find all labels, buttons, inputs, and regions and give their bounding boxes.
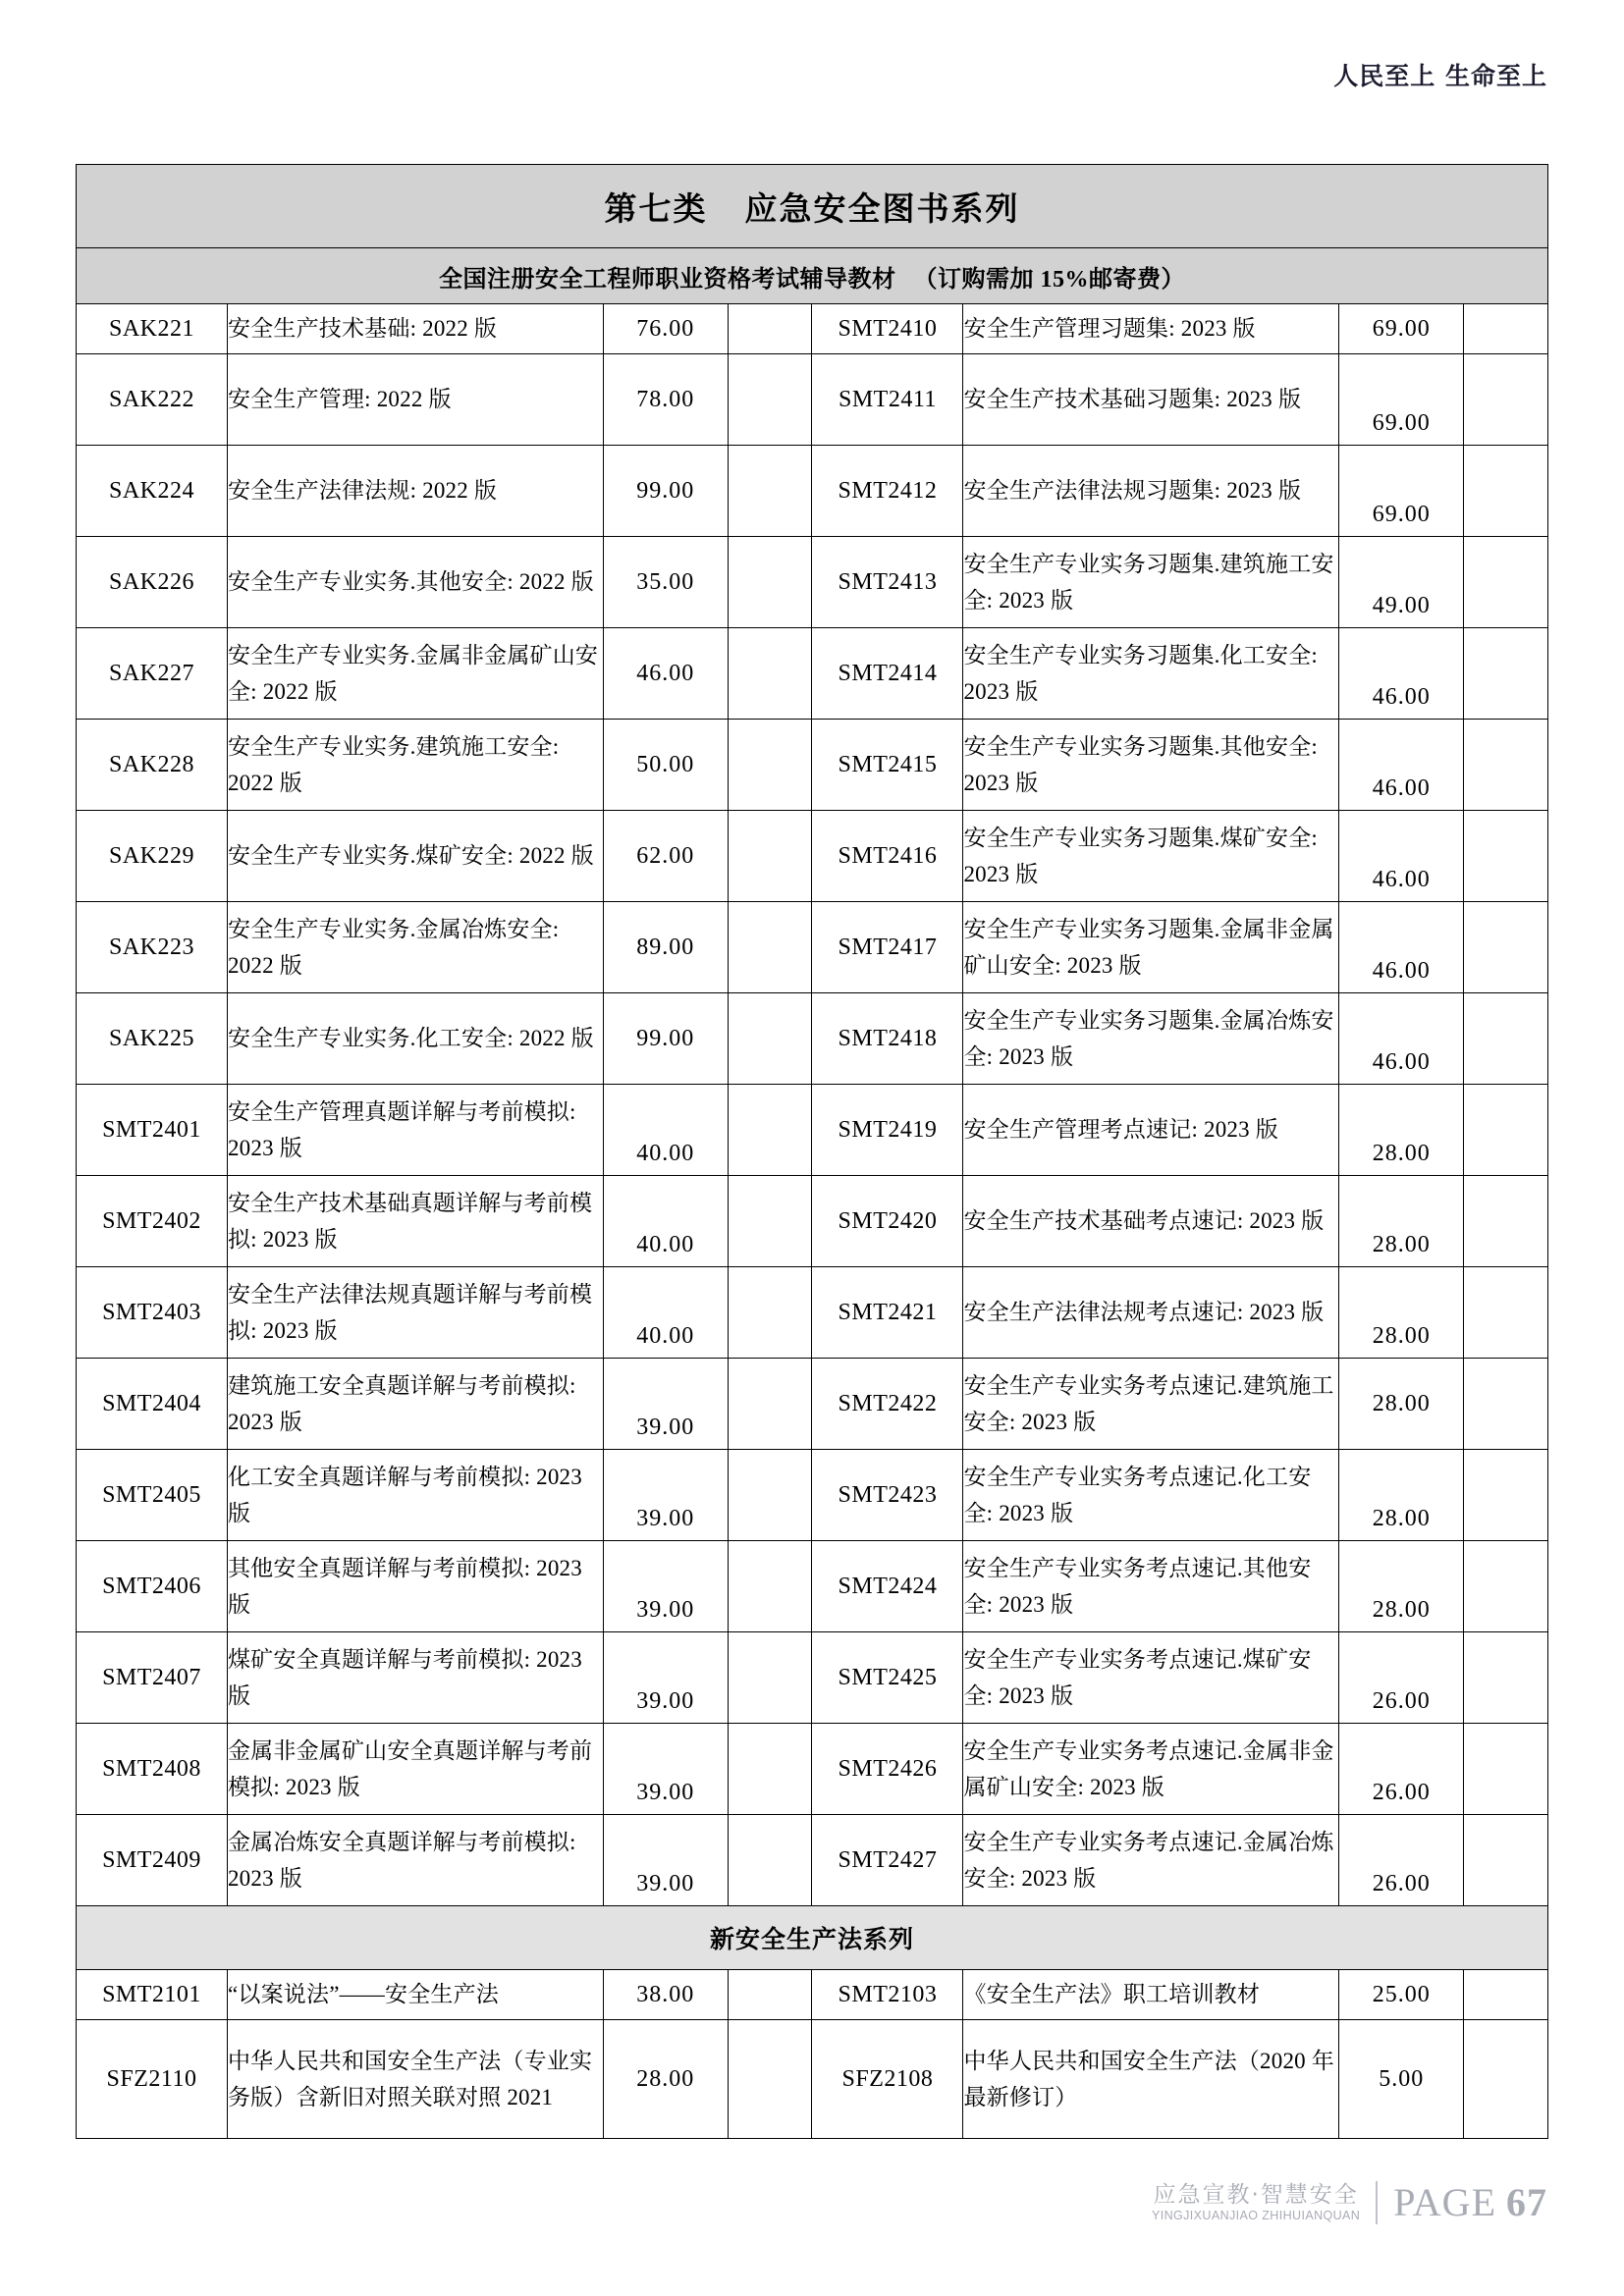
- cell-price-right: 28.00: [1339, 1541, 1464, 1632]
- cell-code-right: SMT2426: [812, 1724, 963, 1815]
- cell-title-right: 安全生产技术基础习题集: 2023 版: [963, 354, 1339, 446]
- cell-code-left: SMT2404: [77, 1359, 228, 1450]
- footer-brand-cn: 应急宣教·智慧安全: [1153, 2181, 1359, 2208]
- table-row: [77, 1176, 1548, 1267]
- cell-code-right: SMT2424: [812, 1541, 963, 1632]
- cell-price-right: 69.00: [1339, 354, 1464, 446]
- footer-brand-pinyin: YINGJIXUANJIAO ZHIHUIANQUAN: [1152, 2209, 1361, 2223]
- footer-page-number: 67: [1506, 2180, 1547, 2224]
- cell-price-left: 99.00: [603, 446, 728, 537]
- cell-code-left: SFZ2110: [77, 2020, 228, 2139]
- cell-qty-right[interactable]: [1464, 1724, 1548, 1815]
- table-row: [77, 1632, 1548, 1724]
- cell-qty-left[interactable]: [728, 537, 812, 628]
- cell-price-left: 38.00: [603, 1970, 728, 2020]
- table-row: [77, 1541, 1548, 1632]
- cell-price-left: 39.00: [603, 1724, 728, 1815]
- cell-qty-left[interactable]: [728, 354, 812, 446]
- cell-title-right: 安全生产专业实务考点速记.金属冶炼安全: 2023 版: [963, 1815, 1339, 1906]
- cell-code-left: SMT2401: [77, 1085, 228, 1176]
- cell-code-left: SMT2402: [77, 1176, 228, 1267]
- cell-code-right: SMT2419: [812, 1085, 963, 1176]
- cell-price-right: 69.00: [1339, 304, 1464, 354]
- cell-title-right: 安全生产专业实务考点速记.其他安全: 2023 版: [963, 1541, 1339, 1632]
- cell-price-left: 40.00: [603, 1267, 728, 1359]
- cell-qty-right[interactable]: [1464, 1267, 1548, 1359]
- cell-price-right: 26.00: [1339, 1632, 1464, 1724]
- table-row: [77, 628, 1548, 720]
- cell-title-left: 安全生产专业实务.其他安全: 2022 版: [227, 537, 603, 628]
- catalog-table: [76, 164, 1548, 2139]
- cell-price-left: 39.00: [603, 1359, 728, 1450]
- catalog-table-wrapper: [76, 164, 1548, 2139]
- cell-code-left: SMT2101: [77, 1970, 228, 2020]
- cell-code-right: SMT2423: [812, 1450, 963, 1541]
- catalog-table-body: [77, 165, 1548, 2139]
- exam-section-row: [77, 248, 1548, 304]
- cell-qty-left[interactable]: [728, 1085, 812, 1176]
- cell-qty-right[interactable]: [1464, 1176, 1548, 1267]
- cell-code-left: SMT2407: [77, 1632, 228, 1724]
- cell-qty-left[interactable]: [728, 993, 812, 1085]
- cell-price-right: 28.00: [1339, 1085, 1464, 1176]
- cell-price-left: 78.00: [603, 354, 728, 446]
- cell-price-right: 46.00: [1339, 628, 1464, 720]
- cell-qty-right[interactable]: [1464, 902, 1548, 993]
- cell-qty-right[interactable]: [1464, 1450, 1548, 1541]
- cell-price-left: 39.00: [603, 1815, 728, 1906]
- cell-code-left: SAK225: [77, 993, 228, 1085]
- cell-title-left: 化工安全真题详解与考前模拟: 2023 版: [227, 1450, 603, 1541]
- cell-qty-right[interactable]: [1464, 1815, 1548, 1906]
- cell-code-right: SMT2422: [812, 1359, 963, 1450]
- cell-code-left: SMT2405: [77, 1450, 228, 1541]
- exam-section-note: （订购需加 15%邮寄费）: [913, 266, 1185, 293]
- cell-code-left: SAK227: [77, 628, 228, 720]
- cell-code-left: SAK226: [77, 537, 228, 628]
- cell-code-right: SMT2413: [812, 537, 963, 628]
- cell-title-left: 安全生产专业实务.金属非金属矿山安全: 2022 版: [227, 628, 603, 720]
- cell-code-right: SFZ2108: [812, 2020, 963, 2139]
- cell-qty-left[interactable]: [728, 811, 812, 902]
- cell-qty-left[interactable]: [728, 446, 812, 537]
- cell-qty-left[interactable]: [728, 902, 812, 993]
- cell-qty-left[interactable]: [728, 1815, 812, 1906]
- exam-section-title: 全国注册安全工程师职业资格考试辅导教材: [439, 266, 896, 293]
- newlaw-section-title: 新安全生产法系列: [709, 1927, 914, 1953]
- cell-title-right: 安全生产管理考点速记: 2023 版: [963, 1085, 1339, 1176]
- cell-title-left: 安全生产专业实务.建筑施工安全: 2022 版: [227, 720, 603, 811]
- cell-price-left: 39.00: [603, 1541, 728, 1632]
- table-row: [77, 1359, 1548, 1450]
- cell-price-right: 25.00: [1339, 1970, 1464, 2020]
- category-title-index: 第七类: [604, 188, 708, 228]
- table-row: [77, 537, 1548, 628]
- cell-price-right: 28.00: [1339, 1450, 1464, 1541]
- cell-title-right: 安全生产专业实务习题集.建筑施工安全: 2023 版: [963, 537, 1339, 628]
- cell-qty-left[interactable]: [728, 1176, 812, 1267]
- cell-qty-right[interactable]: [1464, 1970, 1548, 2020]
- cell-code-right: SMT2415: [812, 720, 963, 811]
- cell-title-left: 煤矿安全真题详解与考前模拟: 2023 版: [227, 1632, 603, 1724]
- cell-price-right: 69.00: [1339, 446, 1464, 537]
- table-row: [77, 2020, 1548, 2139]
- cell-price-right: 26.00: [1339, 1724, 1464, 1815]
- page-footer: [1152, 2179, 1547, 2225]
- cell-price-left: 39.00: [603, 1632, 728, 1724]
- cell-qty-right[interactable]: [1464, 1085, 1548, 1176]
- footer-brand: [1152, 2182, 1376, 2223]
- cell-title-left: 金属非金属矿山安全真题详解与考前模拟: 2023 版: [227, 1724, 603, 1815]
- cell-title-left: 安全生产法律法规: 2022 版: [227, 446, 603, 537]
- cell-title-left: 安全生产专业实务.化工安全: 2022 版: [227, 993, 603, 1085]
- cell-title-right: 安全生产专业实务考点速记.金属非金属矿山安全: 2023 版: [963, 1724, 1339, 1815]
- cell-price-right: 46.00: [1339, 811, 1464, 902]
- cell-qty-right[interactable]: [1464, 1359, 1548, 1450]
- cell-price-left: 89.00: [603, 902, 728, 993]
- cell-qty-left[interactable]: [728, 1541, 812, 1632]
- table-row: [77, 446, 1548, 537]
- cell-price-right: 28.00: [1339, 1267, 1464, 1359]
- exam-section-row-cell: [77, 248, 1548, 304]
- cell-qty-left[interactable]: [728, 1450, 812, 1541]
- cell-qty-right[interactable]: [1464, 537, 1548, 628]
- cell-qty-left[interactable]: [728, 2020, 812, 2139]
- cell-code-left: SMT2409: [77, 1815, 228, 1906]
- cell-title-right: 安全生产专业实务考点速记.建筑施工安全: 2023 版: [963, 1359, 1339, 1450]
- cell-code-left: SAK221: [77, 304, 228, 354]
- cell-price-left: 62.00: [603, 811, 728, 902]
- cell-qty-left[interactable]: [728, 1970, 812, 2020]
- cell-qty-right[interactable]: [1464, 354, 1548, 446]
- cell-qty-right[interactable]: [1464, 993, 1548, 1085]
- cell-title-left: 安全生产专业实务.金属冶炼安全: 2022 版: [227, 902, 603, 993]
- cell-price-left: 76.00: [603, 304, 728, 354]
- cell-title-left: 安全生产管理真题详解与考前模拟: 2023 版: [227, 1085, 603, 1176]
- cell-code-left: SAK222: [77, 354, 228, 446]
- cell-qty-left[interactable]: [728, 1267, 812, 1359]
- cell-price-left: 40.00: [603, 1176, 728, 1267]
- cell-title-right: 安全生产专业实务习题集.煤矿安全: 2023 版: [963, 811, 1339, 902]
- cell-code-right: SMT2411: [812, 354, 963, 446]
- table-row: [77, 1970, 1548, 2020]
- cell-qty-left[interactable]: [728, 1359, 812, 1450]
- cell-price-right: 26.00: [1339, 1815, 1464, 1906]
- cell-code-left: SMT2403: [77, 1267, 228, 1359]
- cell-title-right: 《安全生产法》职工培训教材: [963, 1970, 1339, 2020]
- table-row: [77, 304, 1548, 354]
- cell-code-right: SMT2425: [812, 1632, 963, 1724]
- cell-title-right: 安全生产法律法规习题集: 2023 版: [963, 446, 1339, 537]
- table-row: [77, 993, 1548, 1085]
- table-row: [77, 720, 1548, 811]
- cell-price-left: 40.00: [603, 1085, 728, 1176]
- cell-title-left: 中华人民共和国安全生产法（专业实务版）含新旧对照关联对照 2021: [227, 2020, 603, 2139]
- table-row: [77, 1815, 1548, 1906]
- cell-title-left: “以案说法”——安全生产法: [227, 1970, 603, 2020]
- cell-price-left: 46.00: [603, 628, 728, 720]
- cell-qty-right[interactable]: [1464, 811, 1548, 902]
- cell-code-left: SAK223: [77, 902, 228, 993]
- cell-code-right: SMT2412: [812, 446, 963, 537]
- cell-price-right: 46.00: [1339, 993, 1464, 1085]
- cell-title-right: 中华人民共和国安全生产法（2020 年最新修订）: [963, 2020, 1339, 2139]
- cell-title-right: 安全生产专业实务习题集.其他安全: 2023 版: [963, 720, 1339, 811]
- cell-title-right: 安全生产专业实务习题集.化工安全: 2023 版: [963, 628, 1339, 720]
- cell-title-right: 安全生产专业实务考点速记.煤矿安全: 2023 版: [963, 1632, 1339, 1724]
- cell-price-right: 28.00: [1339, 1359, 1464, 1450]
- category-title-row-cell: [77, 165, 1548, 248]
- cell-price-left: 39.00: [603, 1450, 728, 1541]
- running-header: 人民至上 生命至上: [1333, 62, 1547, 90]
- category-title-row: [77, 165, 1548, 248]
- cell-qty-right[interactable]: [1464, 304, 1548, 354]
- cell-code-right: SMT2414: [812, 628, 963, 720]
- cell-price-left: 99.00: [603, 993, 728, 1085]
- cell-title-right: 安全生产专业实务习题集.金属非金属矿山安全: 2023 版: [963, 902, 1339, 993]
- cell-qty-left[interactable]: [728, 628, 812, 720]
- cell-title-left: 安全生产管理: 2022 版: [227, 354, 603, 446]
- cell-code-left: SAK224: [77, 446, 228, 537]
- cell-code-left: SAK228: [77, 720, 228, 811]
- cell-title-left: 其他安全真题详解与考前模拟: 2023 版: [227, 1541, 603, 1632]
- footer-page: [1393, 2179, 1547, 2225]
- cell-qty-left[interactable]: [728, 1724, 812, 1815]
- cell-title-left: 安全生产技术基础真题详解与考前模拟: 2023 版: [227, 1176, 603, 1267]
- table-row: [77, 811, 1548, 902]
- cell-title-right: 安全生产专业实务考点速记.化工安全: 2023 版: [963, 1450, 1339, 1541]
- cell-qty-right[interactable]: [1464, 1632, 1548, 1724]
- cell-qty-left[interactable]: [728, 720, 812, 811]
- table-row: [77, 1450, 1548, 1541]
- cell-qty-right[interactable]: [1464, 446, 1548, 537]
- cell-title-left: 建筑施工安全真题详解与考前模拟: 2023 版: [227, 1359, 603, 1450]
- cell-price-right: 49.00: [1339, 537, 1464, 628]
- newlaw-section-row-cell: [77, 1906, 1548, 1970]
- cell-price-right: 46.00: [1339, 902, 1464, 993]
- cell-price-left: 28.00: [603, 2020, 728, 2139]
- newlaw-section-row: [77, 1906, 1548, 1970]
- cell-code-left: SAK229: [77, 811, 228, 902]
- cell-price-left: 35.00: [603, 537, 728, 628]
- footer-page-label: PAGE: [1393, 2180, 1496, 2224]
- cell-price-right: 46.00: [1339, 720, 1464, 811]
- cell-title-left: 安全生产法律法规真题详解与考前模拟: 2023 版: [227, 1267, 603, 1359]
- cell-title-right: 安全生产专业实务习题集.金属冶炼安全: 2023 版: [963, 993, 1339, 1085]
- cell-code-right: SMT2410: [812, 304, 963, 354]
- cell-title-left: 安全生产技术基础: 2022 版: [227, 304, 603, 354]
- cell-title-right: 安全生产技术基础考点速记: 2023 版: [963, 1176, 1339, 1267]
- table-row: [77, 1724, 1548, 1815]
- table-row: [77, 1085, 1548, 1176]
- cell-price-right: 28.00: [1339, 1176, 1464, 1267]
- cell-price-left: 50.00: [603, 720, 728, 811]
- cell-qty-right[interactable]: [1464, 628, 1548, 720]
- cell-code-right: SMT2421: [812, 1267, 963, 1359]
- table-row: [77, 354, 1548, 446]
- cell-code-right: SMT2103: [812, 1970, 963, 2020]
- cell-title-right: 安全生产管理习题集: 2023 版: [963, 304, 1339, 354]
- footer-divider: [1376, 2181, 1378, 2224]
- cell-code-right: SMT2427: [812, 1815, 963, 1906]
- cell-code-right: SMT2416: [812, 811, 963, 902]
- table-row: [77, 1267, 1548, 1359]
- cell-code-right: SMT2417: [812, 902, 963, 993]
- cell-qty-left[interactable]: [728, 1632, 812, 1724]
- cell-qty-right[interactable]: [1464, 720, 1548, 811]
- cell-code-left: SMT2408: [77, 1724, 228, 1815]
- cell-title-left: 金属冶炼安全真题详解与考前模拟: 2023 版: [227, 1815, 603, 1906]
- category-title-name: 应急安全图书系列: [744, 188, 1020, 228]
- cell-qty-right[interactable]: [1464, 2020, 1548, 2139]
- table-row: [77, 902, 1548, 993]
- cell-title-left: 安全生产专业实务.煤矿安全: 2022 版: [227, 811, 603, 902]
- cell-code-right: SMT2420: [812, 1176, 963, 1267]
- cell-code-left: SMT2406: [77, 1541, 228, 1632]
- cell-qty-left[interactable]: [728, 304, 812, 354]
- cell-code-right: SMT2418: [812, 993, 963, 1085]
- cell-title-right: 安全生产法律法规考点速记: 2023 版: [963, 1267, 1339, 1359]
- cell-qty-right[interactable]: [1464, 1541, 1548, 1632]
- cell-price-right: 5.00: [1339, 2020, 1464, 2139]
